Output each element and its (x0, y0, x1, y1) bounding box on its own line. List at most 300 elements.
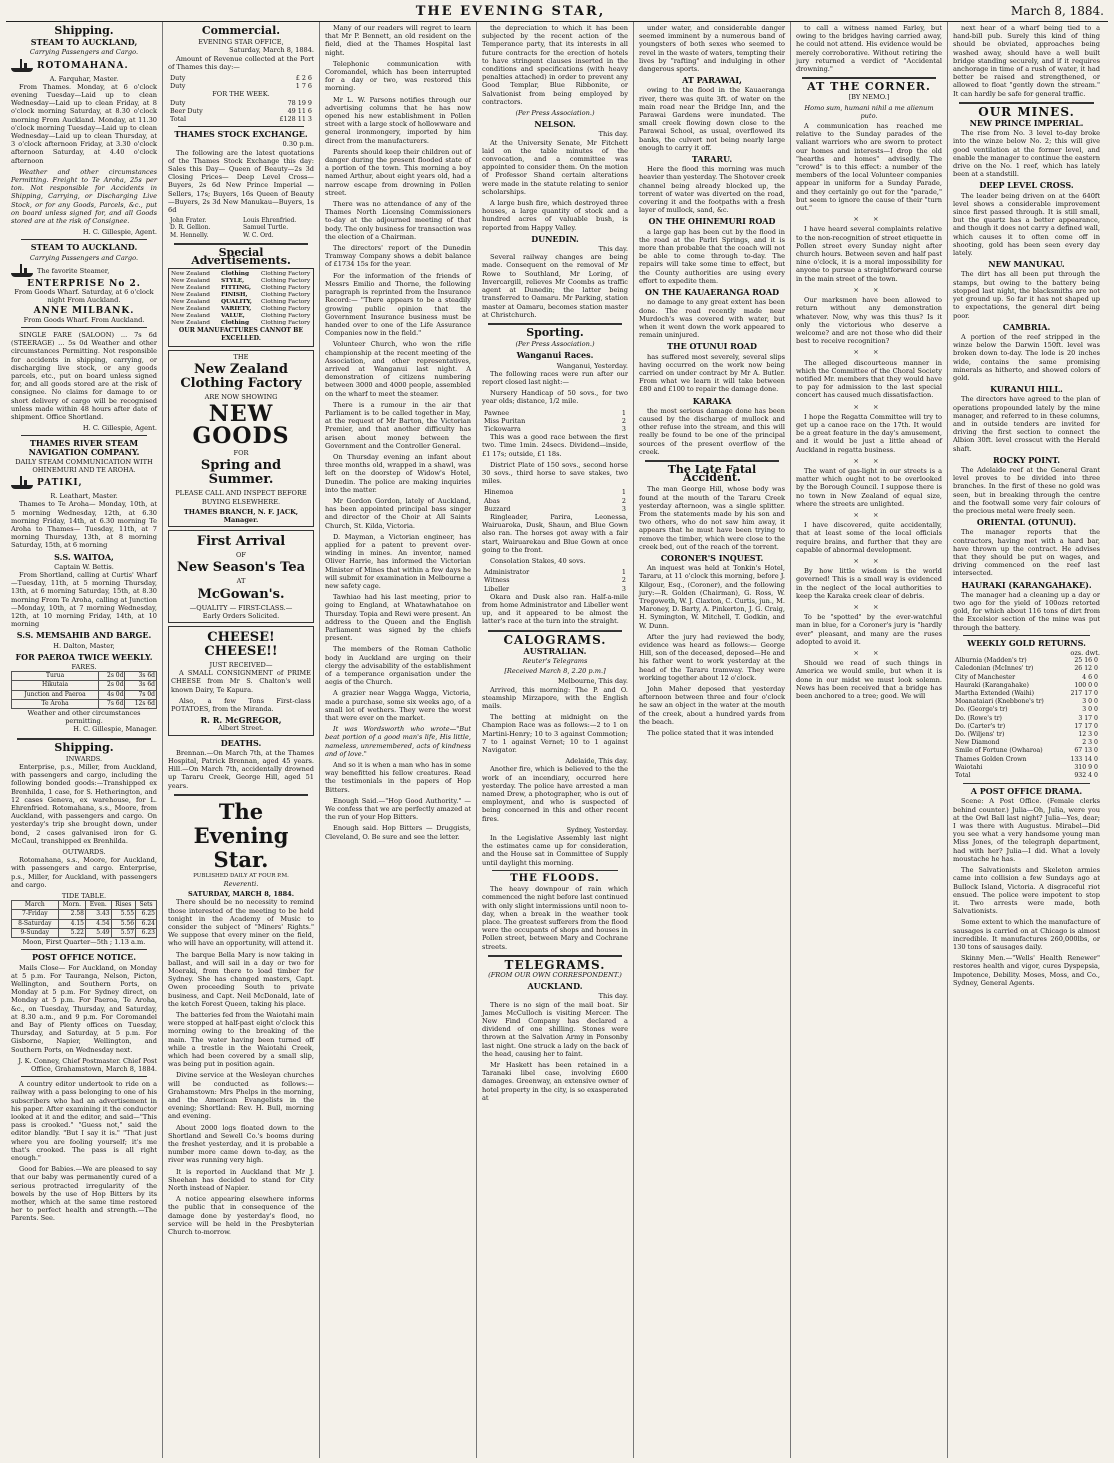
mine-report: The manager had a cleaning up a day or two ago for the yield of 100ozs retorted gold, for which about 116 tons of dirt from the Excelsior section of the mine was put through the battery. (953, 590, 1100, 632)
post-office-drama-heading: A POST OFFICE DRAMA. (970, 786, 1083, 797)
factory-right: Clothing Factory (261, 292, 311, 299)
factory-left: New Zealand (171, 285, 210, 292)
fare-row (12, 672, 157, 681)
steam2-sub: Carrying Passengers and Cargo. (29, 253, 139, 262)
table-header (12, 901, 157, 910)
table-cell: 3 0 0 (1082, 706, 1098, 714)
waitoa-master: Captain W. Bettis. (54, 562, 114, 571)
table-cell: 217 17 0 (1070, 690, 1098, 698)
return-row (953, 756, 1100, 764)
table-cell: Buzzard (484, 504, 511, 513)
table-cell: Do. (Carter's tr) (955, 722, 1006, 730)
news-item: Many of our readers will regret to learn that Mr P. Bennett, an old resident on the field, died at the Thames Hospital last night. (325, 24, 471, 57)
factory-right: Clothing Factory (261, 313, 311, 320)
table-cell: 2 3 0 (1082, 739, 1098, 747)
broker-name: W. C. Ord. (243, 231, 274, 239)
editorial-text: There should be no necessity to remind those interested of the meeting to be held tonight in the Academy of Music to consider the subject of "Miners' Rights." We suppose that every miner on the field, who will have an opportunity, will attend it. (168, 898, 314, 948)
auckland-day: This day. (598, 992, 628, 1001)
ship-name: PATIKI, (37, 478, 83, 489)
railway-item: A country editor undertook to ride on a railway with a pass belonging to one of his subscribers who had an advertisement in his paper. After examining it the conductor looked at it and the editor, and said—"This pass is crooked." "Guess not," said the editor blandly. "But I say it is." "That just where you are fooling yourself; it's me that's crooked. The pass is all right enough." (11, 1080, 157, 1162)
ad-new-goods: NEW GOODS (192, 401, 290, 450)
divider (174, 243, 308, 245)
factory-grid (171, 271, 311, 327)
table-cell: Beer Duty (170, 106, 203, 115)
return-row (953, 665, 1100, 673)
news-item: the depreciation to which it has been subjected by the recent action of the Temperance party, that its interests in all future contracts for the erection of hotels to have stringent clauses inserted in the conditions and specifications (with heavy penalties attached) in order to prevent any Good Templar, Blue Ribbonite, or Salvationist from being employed by contractors. (482, 24, 628, 106)
table-cell: Duty (170, 74, 186, 83)
news-item: A large bush fire, which destroyed three houses, a large quantity of stock and a hundred acres of valuable bush, is reported from Happy Valley. (482, 199, 628, 232)
office-heading: EVENING STAR OFFICE, (198, 38, 284, 47)
auckland-heading: AUCKLAND. (527, 981, 583, 992)
table-cell: 4s 0d (99, 690, 125, 699)
table-cell: Hinemoa (484, 488, 514, 497)
returns-table (953, 657, 1100, 780)
return-row (953, 657, 1100, 665)
factory-left: New Zealand (171, 271, 210, 278)
potatoes-text: Also, a few Tons First-class POTATOES, from the Miranda. (171, 696, 311, 713)
factory-right: Clothing Factory (261, 320, 311, 327)
section-break: × × (853, 402, 885, 411)
ship-entry (11, 476, 157, 490)
outwards-heading: OUTWARDS. (62, 848, 106, 857)
news-item: In the Legislative Assembly last night the estimates came up for consideration, and the House sat in Committee of Supply until daylight this morning. (482, 834, 628, 867)
district-note: Ringleader, Parira, Leonessa, Wairuaroka, Dusk, Shaun, and Blue Gown also ran. The horses got away with a fair start, Wairuarekau and Blue Gown at once going to the front. (482, 512, 628, 554)
news-item: The betting at midnight on the Champion Race was as follows:—2 to 1 on Martini-Henry; 10 to 3 against Commotion; 7 to 1 against Vernet; 10 to 1 against Navigator. (482, 713, 628, 755)
news-item: The heavy downpour of rain which commenced the night before last continued with only slight intermissions until noon to-day, when a break in the weather took place. The greatest sufferers from the flood were the occupants of shops and houses in Pollen street, between Mary and Cochrane streets. (482, 885, 628, 951)
tararu-heading: TARARU. (691, 154, 733, 165)
waitoa-schedule: From Shortland, calling at Curtis' Wharf—Tuesday, 11th, at 5 morning Thursday, 13th, at 6 morning Saturday, 15th, at 8.30 morning From Te Aroha, calling at Junction—Monday, 10th, at 7 morning Wednesday, 12th, at 10 morning Friday, 14th, at 10 morning (11, 570, 157, 629)
news-item: Another fire, which is believed to the the work of an incendiary, occurred here yesterday. The police have arrested a man named Drew, a photographer, who is out of employment, and who is suspected of being concerned in this and other recent fires. (482, 765, 628, 823)
mine-report: The rise from No. 3 level to-day broke into the winze below No. 2; this will give good ventilation at the former level, and enable the manager to continue the eastern drive on the No. 1 reef, which has lately been at a standstill. (953, 129, 1100, 179)
factory-mid: VARIETY, (221, 306, 252, 313)
news-item: no damage to any great extent has been done. The road recently made near Murdoch's was covered with water, but when it went down the work appeared to remain uninjured. (639, 298, 785, 340)
broker-name: Louis Ehrenfried. (243, 217, 297, 225)
ship-note: Weather and other circumstances Permitting. Freight to Te Aroha, 25s per ton. Not responsible for Accidents in Shipping, Carrying, or Discharging Live Stock, or for any Goods, Parcels, &c., put on board unless signed for, and all Goods stored are at the risk of Consignee. (11, 167, 157, 226)
tea-at: AT (236, 577, 246, 586)
tea-mcgowan: McGowan's. (197, 586, 285, 602)
news-item: And so it is when a man who has in some way benefitted his fellow creatures. Read the testimonials in the papers of Hop Bitters. (325, 761, 471, 794)
duty-table (168, 74, 314, 90)
table-cell: 49 11 6 (287, 106, 312, 115)
cheese-ad (168, 626, 314, 736)
result-row (482, 425, 628, 433)
section-break: × × (853, 285, 885, 294)
broker-name: M. Hennelly. (170, 231, 209, 239)
mines-heading: OUR MINES. (978, 104, 1075, 119)
divider (174, 794, 308, 796)
tide-heading: TIDE TABLE. (61, 892, 107, 901)
column-header: Rises (111, 901, 135, 910)
table-cell: Administrator (484, 568, 530, 577)
table-cell: Witness (484, 576, 510, 585)
table-cell: Waiotahi (955, 763, 983, 771)
telegrams-heading: TELEGRAMS. (504, 957, 606, 972)
table-cell: New Diamond (955, 739, 1000, 747)
corner-item: By how little wisdom is the world governed! This is a small way is evidenced in the neglect of the local authorities to keep the Karaka creek clear of debris. (796, 567, 942, 600)
table-cell: 7-Friday (12, 910, 59, 919)
table-cell: 3.43 (85, 910, 111, 919)
table-cell: 3 (621, 504, 626, 513)
ship-name: ANNE MILBANK. (33, 306, 135, 317)
news-item: An inquest was held at Tonkin's Hotel, Tararu, at 11 o'clock this morning, before J. Kilgour, Esq., (Coroner), and the following jury:—R. Golden (Chairman), G. Ross, W. Tregoweth, W. J. Claxton, C. Curtis, jun., M. Maroney, D. Barty, A. Pinkerton, J. G. Craig, H. Symington, W. Mitchell, T. Godkin, and W. Dunn. (639, 564, 785, 630)
mine-report: The leader being driven on at the 640ft level shows a considerable improvement since first passed through. It is still small, but the quartz has a better appearance, and though it does not carry a defined wall, which causes it to often come off in shooting, gold has been seen every day lately. (953, 191, 1100, 258)
races-heading: Wanganui Races. (516, 350, 594, 361)
news-item: After the jury had reviewed the body, evidence was heard as follows:— George Hill, son of the deceased, deposed—He and his father went to work yesterday at the head of the Tararu tramway. They were working together about 12 o'clock. (639, 632, 785, 682)
table-cell: 12s 6d (125, 699, 157, 708)
returns-units: ozs. dwt. (1070, 649, 1100, 658)
steamship-icon (11, 476, 33, 490)
fares-heading: FARES. (71, 663, 97, 671)
table-cell: Moanataiari (Knebbone's tr) (955, 698, 1044, 706)
factory-mid: QUALITY, (221, 299, 252, 306)
fatal-accident-heading: The Late Fatal Accident. (667, 462, 757, 485)
section-break: × × (853, 456, 885, 465)
consolation-results (482, 568, 628, 593)
divider (21, 949, 147, 950)
post-signature: J. K. Conney, Chief Postmaster. Chief Post Office, Grahamstown, March 8, 1884. (18, 1056, 157, 1073)
mcgregor-address: Albert Street. (218, 724, 264, 733)
news-item: Several railway changes are being made. Consequent on the removal of Mr Rowe to Southland, Mr Loring, of Invercargill, relieves Mr Coombs as traffic agent at Dunedin; the latter being transferred to Oamaru. Mr Parking, station master at Oamaru, becomes station master at Christchurch. (482, 253, 628, 319)
corner-item: The want of gas-light in our streets is a matter which ought not to be overlooked by the Borough Council. I suppose there is no town in New Zealand of equal size, where the streets are unlighted. (796, 466, 942, 508)
table-cell: Alburnia (Madden's tr) (955, 657, 1027, 665)
table-cell: 310 9 0 (1074, 763, 1098, 771)
rocky-point-heading: ROCKY POINT. (993, 454, 1060, 465)
brokers-list (168, 217, 314, 239)
table-cell: Caledonian (McInnes' tr) (955, 665, 1034, 673)
news-item: At the University Senate, Mr Fitchett laid on the table minutes of the convocation, and a committee was appointed to consider them. On the motion of Professor Shand certain alterations were made in the statute relating to senior scholarships. (482, 138, 628, 196)
deaths-text: Brennan.—On March 7th, at the Thames Hospital, Patrick Brennan, aged 45 years. Hill.—On March 7th, accidentally drowned up Tararu Creek, George Hill, aged 51 years. (168, 748, 314, 790)
ad-the: THE (233, 352, 249, 361)
batteries-item: The batteries fed from the Waiotahi main were stopped at half-past eight o'clock this morning owing to the breaking of the main. The water having been turned off while a trestle in the Waiotahi Creek, which had been covered by a small slip, was being put in position again. (168, 1011, 314, 1069)
news-item: For the information of the friends of Messrs Emilio and Thorne, the following paragraph is reprinted from the Insurance Record:— "There appears to be a steadily growing public opinion that the Government Insurance business must be handed over to one of the Life Assurance Companies now in the field." (325, 271, 471, 338)
mine-report: A portion of the reef stripped in the winze below the Darwin 150ft. level was broken down to-day. The lode is 20 inches wide, contains the same promising minerals as hitherto, and showed colors of gold. (953, 332, 1100, 382)
races-intro: The following races were run after our report closed last night:— (482, 369, 628, 386)
news-item: There was no attendance of any of the Thames North Licensing Commissioners to-day at the adjourned meeting of that body. The only business for transaction was the election of a Chairman. (325, 200, 471, 241)
table-cell: Martha Extended (Waihi) (955, 690, 1035, 698)
corner-item: I hope the Regatta Committee will try to get up a canoe race on the 17th. It would be a great feature in the day's amusement, and it would be just a little ahead of Auckland in regatta business. (796, 412, 942, 454)
table-cell: 2s 0d (99, 681, 125, 690)
result-row (482, 505, 628, 513)
table-cell: 4.15 (58, 919, 85, 928)
factory-left: New Zealand (171, 313, 210, 320)
kuranui-heading: KURANUI HILL. (990, 384, 1063, 395)
news-item: On Thursday evening an infant about three months old, wrapped in a shawl, was left on the doorstep of Widow's Hotel, Dunedin. The police are making inquiries into the matter. (325, 452, 471, 494)
ship-name: ENTERPRISE No 2. (27, 278, 141, 289)
news-item: Mr L. W. Parsons notifies through our advertising columns that he has now opened his new establishment in Pollen street with a large stock of hollowware and general ironmongery, imported by him direct from the manufacturers. (325, 95, 471, 145)
dunedin-heading: DUNEDIN. (531, 233, 579, 244)
ad-inspect: PLEASE CALL AND INSPECT BEFORE BUYING ELSEWHERE. (175, 489, 307, 506)
shipping-heading-2: Shipping. (54, 740, 114, 754)
steam2-heading: STEAM TO AUCKLAND. (30, 242, 138, 253)
table-cell: 4.54 (85, 919, 111, 928)
fares-note: Weather and other circumstances permitting. (27, 709, 141, 726)
table-cell: 6.25 (136, 910, 157, 919)
return-row (953, 723, 1100, 731)
divider (178, 126, 304, 127)
news-item: Enough Said.—"Hop Good Authority." — We confess that we are perfectly amazed at the run of your Hop Bitters. (325, 796, 471, 822)
news-item: The directors' report of the Dunedin Tramway Company shows a debit balance of £1734 15s for the year. (325, 244, 471, 269)
table-cell: 5.55 (111, 910, 135, 919)
divider (959, 102, 1094, 104)
office-date: Saturday, March 8, 1884. (229, 46, 314, 55)
nelson-day: This day. (598, 130, 628, 139)
news-item: The Salvationists and Skeleton armies came into collision a few Sundays ago at Bullock Island, Victoria. A disgraceful riot ensued. The police were impotent to stop it. Two arrests were made, both Salvationists. (953, 866, 1100, 916)
table-cell: Hauraki (Karangahake) (955, 681, 1029, 689)
table-cell: 2 (621, 496, 626, 505)
news-item: Mr Gordon Gordon, lately of Auckland, has been appointed principal bass singer and director of the Choir at All Saints Church, St. Kilda, Victoria. (325, 496, 471, 530)
hauraki-heading: HAURAKI (KARANGAHAKE). (961, 579, 1092, 590)
return-row (953, 772, 1100, 780)
tide-row (12, 910, 157, 919)
ad-branch: THAMES BRANCH, N. F. JACK, Manager. (183, 507, 299, 524)
factory-mid: STYLE, (221, 278, 245, 285)
table-cell: 3 (621, 584, 626, 593)
table-cell: 3s 6d (125, 681, 157, 690)
week-row (168, 115, 314, 123)
good-for-babies-item: Good for Babies.—We are pleased to say that our baby was permanently cured of a serious protracted irregularity of the bowels by the use of Hop Bitters by its mother, which at the same time restored her to perfect health and strength.—The Parents. See. (11, 1165, 157, 1223)
result-row (482, 568, 628, 576)
header-title: THE EVENING STAR, (415, 4, 606, 19)
result-row (482, 417, 628, 425)
ad-company: New Zealand Clothing Factory (180, 361, 302, 391)
table-cell: 3 17 0 (1078, 714, 1098, 722)
factory-mid: Clothing (221, 320, 250, 327)
deep-level-heading: DEEP LEVEL CROSS. (979, 180, 1074, 191)
fares-text: SINGLE FARE (SALOON) ... 7s 6d (STEERAGE) ... 5s 0d Weather and other circumstances Permitting. Not responsible for accidents in shipping, carrying, or discharging live stock, or any goods parcels, etc., put on board unless signed for, and all goods stored are at the risk of consignee. No claims for damage to or short delivery of cargo will be recognised unless made within 48 hours after date of shipment. Office Shortland. (11, 330, 157, 421)
table-cell: 3 (621, 424, 626, 433)
week-row (168, 107, 314, 115)
column-header: March (12, 901, 59, 910)
commercial-heading: Commercial. (201, 24, 281, 37)
section-break: × × (853, 510, 885, 519)
factory-right: Clothing Factory (261, 278, 311, 285)
oriental-heading: ORIENTAL (OTUNUI). (976, 517, 1077, 528)
table-cell: 2 (621, 416, 626, 425)
telegrams-tag: (FROM OUR OWN CORRESPONDENT.) (488, 970, 622, 979)
consolation-text: Consolation Stakes, 40 sovs. (490, 556, 586, 565)
table-cell: Duty (170, 82, 186, 91)
tea-quality: —QUALITY — FIRST-CLASS.— (189, 603, 293, 612)
column-7 (948, 22, 1105, 1458)
paeroa-heading: FOR PAEROA TWICE WEEKLY. (15, 651, 153, 662)
table-cell: 6.24 (136, 919, 157, 928)
new-goods-ad (168, 350, 314, 527)
news-item: a large gap has been cut by the flood in the road at the Parlri Springs, and it is more than probable that the coach will not be able to come through to-day. The repairs will take some time to effect, but the County authorities are using every effort to expedite them. (639, 227, 785, 285)
factory-mid: FINISH, (221, 292, 248, 299)
steamship-icon (11, 59, 33, 73)
nelson-heading: NELSON. (534, 119, 576, 130)
post-heading: POST OFFICE NOTICE. (31, 952, 137, 963)
duty-row (168, 74, 314, 82)
table-cell: 133 14 0 (1070, 755, 1098, 763)
news-item: The police stated that it was intended (647, 729, 774, 738)
news-item: owing to the flood in the Kauaeranga river, there was quite 3ft. of water on the main road near the Bridge Inn, and the Parawai Gardens were inundated. The small creek flowing down close to the Parawai School, as usual, overflowed its banks, the culvert not being nearly large enough to carry it off. (639, 86, 785, 152)
table-cell: Tickowarra (484, 424, 521, 433)
parawai-heading: AT PARAWAI, (682, 75, 742, 86)
table-cell: 1 7 6 (295, 82, 312, 91)
table-cell: 67 13 0 (1074, 747, 1098, 755)
table-cell: 78 19 9 (287, 98, 312, 107)
factory-left: New Zealand (171, 292, 210, 299)
tea-season: New Season's Tea (176, 560, 306, 576)
divine-service-item: Divine service at the Wesleyan churches will be conducted as follows:—Grahamstown: Mrs Phelps in the morning, and the American Evangelists in the evening; Shortland: Rev. H. Bull, morning and evening. (168, 1071, 314, 1121)
column-5 (634, 22, 791, 1458)
table-cell: 932 4 0 (1074, 772, 1098, 780)
revenue-text: Amount of Revenue collected at the Port of Thames this day:— (168, 54, 314, 71)
cambria-heading: CAMBRIA. (1002, 321, 1051, 332)
divider (802, 77, 936, 79)
fare-row (12, 690, 157, 699)
calograms-heading: CALOGRAMS. (503, 632, 607, 647)
tide-row (12, 928, 157, 937)
return-row (953, 764, 1100, 772)
divider (488, 955, 622, 957)
return-row (953, 690, 1100, 698)
return-row (953, 674, 1100, 682)
cheese-text: A SMALL CONSIGNMENT of PRIME CHEESE from Mr S. Chalton's well known Dairy, Te Kapura. (171, 669, 311, 694)
table-cell: 7s 0d (125, 690, 157, 699)
divider (488, 323, 622, 325)
divider (963, 783, 1090, 784)
nursery-results (482, 409, 628, 434)
divider (963, 635, 1090, 636)
manufactures-text: OUR MANUFACTURES CANNOT BE EXCELLED. (178, 327, 304, 343)
column-4 (477, 22, 634, 1458)
table-cell: 1 (621, 568, 626, 577)
corner-item: Should we read of such things in America we would smile, but when it is done in our midst we must look solemn. News has been received that a bridge has been anchored to a tree; good. We will (796, 659, 942, 701)
table-cell: Do. (Rowe's tr) (955, 714, 1002, 722)
table-cell: 12 3 0 (1078, 731, 1098, 739)
river-sub: DAILY STEAM COMMUNICATION WITH OHINEMURI AND TE AROHA. (15, 457, 153, 474)
divider (488, 630, 622, 632)
factory-ad (168, 268, 314, 346)
column-header: Morn. (58, 901, 85, 910)
section-break: × × (853, 348, 885, 357)
table-cell: Miss Puritan (484, 416, 526, 425)
return-row (953, 698, 1100, 706)
ship-master: R. Leathart, Master. (50, 492, 118, 501)
district-results (482, 488, 628, 513)
corner-item: I have heard several complaints relative to the non-recognition of street etiquette in Pollen street every Sunday night after church hours. Between seven and half past nine o'clock, it is a moral impossibility for anyone to pursue a straightforward course in the main street of the town. (796, 225, 942, 283)
barque-item: The barque Bella Mary is now taking in ballast, and will sail in a day or two for Moeraki, from there to load timber for Sydney. She has changed masters, Capt. Owen proceeding South to private business, and Capt. Neil McDonald, late of the ketch Forest Queen, taking his place. (168, 950, 314, 1008)
divider (17, 738, 151, 740)
consolation-note: Okara and Dusk also ran. Half-a-mile from home Administrator and Libeller went up, and it appeared to be almost the latter's race at the turn into the straight. (482, 592, 628, 626)
return-row (953, 706, 1100, 714)
table-cell: Do. (George's tr) (955, 706, 1008, 714)
table-cell: Do. (Wiljens' tr) (955, 731, 1005, 739)
exchange-heading: THAMES STOCK EXCHANGE. (174, 129, 308, 140)
ship-intro: The favorite Steamer, (37, 266, 110, 275)
table-cell: Total (955, 772, 971, 780)
mine-report: The manager reports that the contractors, having met with a hard bar, have thrown up the contract. He advises that they should be put on wages, and driving commenced on the reef last intersected. (953, 528, 1100, 578)
table-cell: City of Manchester (955, 673, 1016, 681)
tea-of: OF (236, 551, 246, 560)
steamship-icon (11, 264, 33, 278)
corner-item: I have discovered, quite accidentally, that at least some of the local officials require brains, and further that they are capable of abnormal development. (796, 521, 942, 554)
fares-manager: H. C. Gillespie, Manager. (73, 725, 157, 734)
table-cell: 5.57 (111, 928, 135, 937)
news-item: It was Wordsworth who wrote—"But beat portion of a good man's life, His little, nameless, unremembered, acts of kindness and of love." (325, 725, 471, 758)
tide-row (12, 919, 157, 928)
received-tag: [Received March 8, 2.20 p.m.] (504, 667, 606, 676)
table-cell: Total (170, 115, 187, 124)
news-item: Mr Haskett has been retained in a Taranaki libel case, involving £600 damages. Greenway, an extensive owner of hotel property in the city, is so exasperated at (482, 1060, 628, 1102)
factory-right: Clothing Factory (261, 299, 311, 306)
week-table (168, 99, 314, 124)
tea-orders: Early Orders Solicited. (202, 611, 280, 620)
table-cell: 6.23 (136, 928, 157, 937)
section-break: × × (853, 556, 885, 565)
factory-left: New Zealand (171, 306, 210, 313)
floods-heading: THE FLOODS. (510, 872, 600, 884)
factory-left: New Zealand (171, 278, 210, 285)
news-item: The members of the Roman Catholic body in Auckland are urging on their clergy the advisability of the establishment of a temperance organisation under the aegis of the Church. (325, 645, 471, 687)
table-cell: 5.56 (111, 919, 135, 928)
special-ads-heading: Special Advertisements. (191, 245, 291, 268)
waitoa-heading: S.S. WAITOA, (54, 551, 114, 562)
factory-left: New Zealand (171, 299, 210, 306)
sporting-tag: (Per Press Association.) (515, 340, 595, 349)
divider (492, 870, 618, 871)
table-cell: Turua (12, 672, 99, 681)
ship-agent: H. C. Gillespie, Agent. (82, 228, 157, 237)
corner-item: The alleged discourteous manner in which the Committee of the Choral Society notified Mr. members that they would have to pay for admission to the last special concert has caused much dissatisfaction. (796, 358, 942, 400)
patiki-schedule: Thames to Te Aroha— Monday, 10th, at 5 morning Wednesday, 12th, at 6.30 morning Friday, 14th, at 6.30 morning Te Aroha to Thames— Tuesday, 11th, at 7 morning Thursday, 13th, at 8 morning Saturday, 15th, at 6 morning (11, 500, 157, 550)
column-3 (320, 22, 477, 1458)
corner-byline: [BY NEMO.] (848, 93, 890, 102)
nursery-note: This was a good race between the first two. Time 1min. 24secs. Dividend—inside, £1 17s; outside, £1 18s. (482, 433, 628, 458)
table-cell: 1 (621, 408, 626, 417)
ship-entry (11, 59, 157, 73)
section-break: × × (853, 649, 885, 658)
factory-mid: VALUE, (221, 313, 245, 320)
outwards-text: Rotomahana, s.s., Moore, for Auckland, with passengers and cargo. Enterprise, p.s., Miller, for Auckland, with passengers and cargo. (11, 856, 157, 889)
news-item: There is no sign of the mail boat. Sir James McCulloch is visiting Mercer. The New Find Company has declared a dividend of one shilling. Stones were thrown at the Salvation Army in Ponsonby last night. One struck a lady on the back of the head, causing her to faint. (482, 1000, 628, 1058)
duty-row (168, 82, 314, 90)
ship-schedule: From Thames. Monday, at 6 o'clock evening Tuesday—Laid up to clean Wednesday—Laid up to clean Friday, at 8 o'clock morning Saturday, at 8.30 o'clock morning From Auckland. Monday, at 11.30 o'clock morning Tuesday—Laid up to clean Wednesday—Laid up to clean Thursday, at 3 o'clock afternoon Friday, at 3.30 o'clock afternoon Saturday, at 4.40 o'clock afternoon (11, 82, 157, 165)
ship-name: ROTOMAHANA. (37, 60, 129, 71)
header-date: March 8, 1884. (1010, 4, 1104, 18)
table-cell: £128 11 3 (279, 115, 312, 124)
logs-item: About 2000 logs floated down to the Shortland and Sewell Co.'s booms during the freshet yesterday, and it is probable a number more came down to-day, as the river was running very high. (168, 1123, 314, 1165)
mcgregor-name: R. R. McGREGOR, (200, 715, 282, 726)
cheese-heading: CHEESE! CHEESE!! (204, 629, 278, 659)
return-row (953, 731, 1100, 739)
table-cell: 9-Sunday (12, 928, 59, 937)
factory-mid: FITTING, (221, 285, 252, 292)
deaths-heading: DEATHS. (220, 737, 262, 748)
news-item: the most serious damage done has been caused by the discharge of mullock and other refuse into the stream, and this will really be found to be one of the principal sources of the present overflow of the creek. (639, 406, 785, 456)
corner-item: next hear of a wharf being tied to a hand-bill pub. Surely this kind of thing should be obviated, approaches being washed away, should have a well built bridge standing securely, and if it requires anchorage in time of a rush of water, it had better be raised and strengthened, or allowed to float "gently down the stream." It can hardly be safe for general traffic. (953, 24, 1100, 98)
published-line: PUBLISHED DAILY AT FOUR P.M. (193, 872, 289, 879)
river-heading: THAMES RIVER STEAM NAVIGATION COMPANY. (28, 438, 140, 457)
memsahib-heading: S.S. MEMSAHIB AND BARGE. (16, 630, 152, 641)
corner-item: Our marksmen have been allowed to return without any demonstration whatever. Now, why was this thus? Is it only the victorious who deserve a welcome? and are not those who did their best to receive recognition? (796, 296, 942, 346)
mine-report: The directors have agreed to the plan of operations propounded lately by the mine manager, and referred to in these columns, and in outside tenders are invited for driving the first section to connect the Albion 30ft. level crosscut with the Herald shaft. (953, 395, 1100, 453)
fare-row (12, 681, 157, 690)
column-header: Even. (85, 901, 111, 910)
manukau-heading: NEW MANUKAU. (988, 259, 1065, 270)
factory-right: Clothing Factory (261, 271, 311, 278)
running-header (6, 4, 1108, 22)
adelaide-day: Adelaide, This day. (565, 757, 628, 766)
nursery-text: Nursery Handicap of 50 sovs., for two year olds; distance, 1/2 mile. (482, 389, 628, 406)
week-heading: FOR THE WEEK. (212, 90, 270, 99)
inwards-text: Enterprise, p.s., Miller, from Auckland, with passengers and cargo, including the following bonded goods:—Transhipped ex Brenhilda, 1 case, for S. Hetherington, and 12 cases Geneva, ex warehouse, for L. Ehrenfried. Rotomahana, s.s., Moore, from Auckland, with passengers and cargo. On yesterday's trip she brought down, under bond, 2 cases galvanised iron for G. McCaul, transhipped ex Brenhilda. (11, 763, 157, 845)
drama-text: Scene: A Post Office. (Female clerks behind counter.) Julia—Oh, Julia, were you at the Owl Ball last night? Julia—Yes, dear; I was there with Augustus. Mirabel—Did you see what a very handsome young man Miss Jones, of the telegraph department, had with her? Julia—I did. What a lovely moustache he has. (953, 797, 1100, 863)
section-break: × × (853, 603, 885, 611)
table-cell: 3s 6d (125, 672, 157, 681)
